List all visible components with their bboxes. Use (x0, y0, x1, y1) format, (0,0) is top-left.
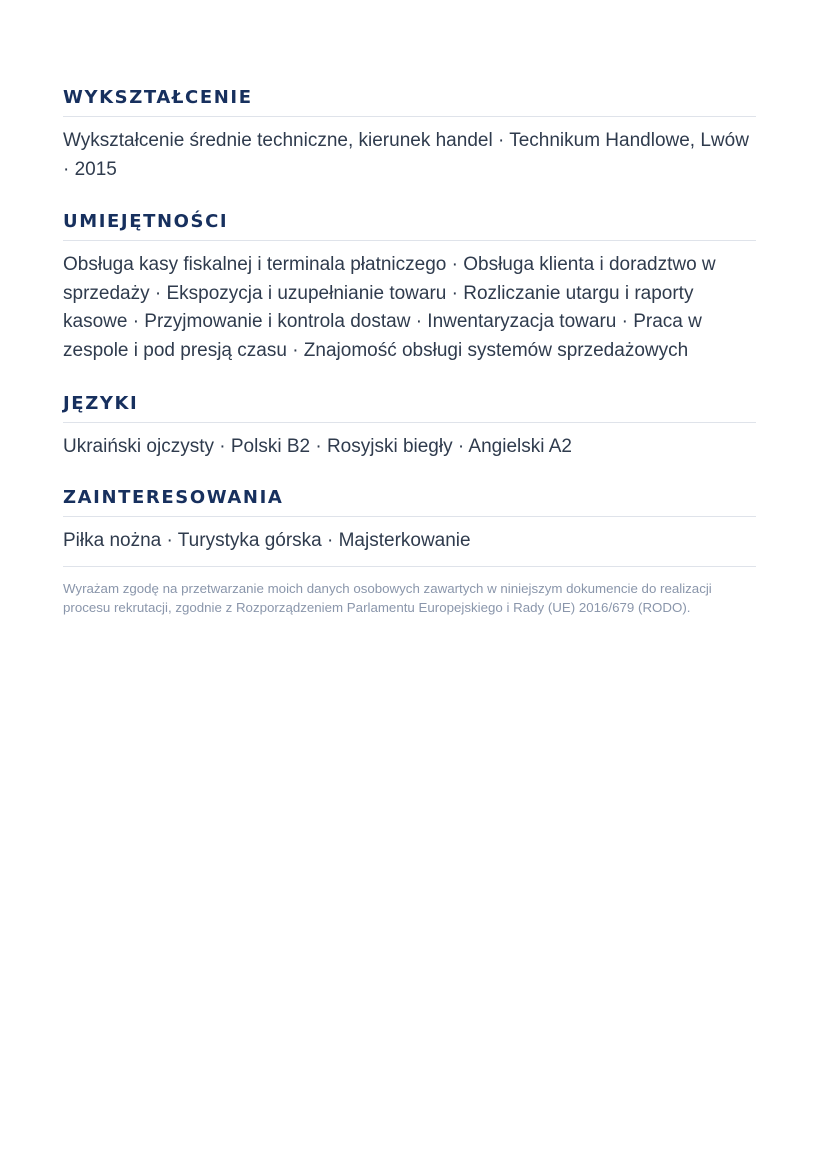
interests-section (63, 486, 756, 566)
languages-section (63, 392, 756, 486)
skills-heading: UMIEJĘTNOŚCI (63, 210, 756, 241)
languages-text: Ukraiński ojczysty · Polski B2 · Rosyjski biegły · Angielski A2 (63, 436, 572, 457)
interests-heading: ZAINTERESOWANIA (63, 486, 756, 517)
gdpr-consent-clause: Wyrażam zgodę na przetwarzanie moich danych osobowych zawartych w niniejszym dokumencie do realizacji procesu rekrutacji, zgodnie z Rozporządzeniem Parlamentu Europejskiego i Rady (UE) 2016/679 (RODO). (63, 566, 756, 617)
education-section (63, 86, 756, 210)
skills-text: Obsługa kasy fiskalnej i terminala płatniczego · Obsługa klienta i doradztwo w sprzedaży · Ekspozycja i uzupełnianie towaru · Rozliczanie utargu i raporty kasowe · Przyjmowanie i kontrola dostaw · Inwentaryzacja towaru · Praca w zespole i pod presją czasu · Znajomość obsługi systemów sprzedażowych (63, 254, 716, 361)
education-heading: WYKSZTAŁCENIE (63, 86, 756, 117)
interests-text: Piłka nożna · Turystyka górska · Majsterkowanie (63, 530, 471, 551)
languages-heading: JĘZYKI (63, 392, 756, 423)
skills-section (63, 210, 756, 392)
cv-page (63, 86, 756, 617)
education-text: Wykształcenie średnie techniczne, kierunek handel · Technikum Handlowe, Lwów · 2015 (63, 130, 749, 180)
